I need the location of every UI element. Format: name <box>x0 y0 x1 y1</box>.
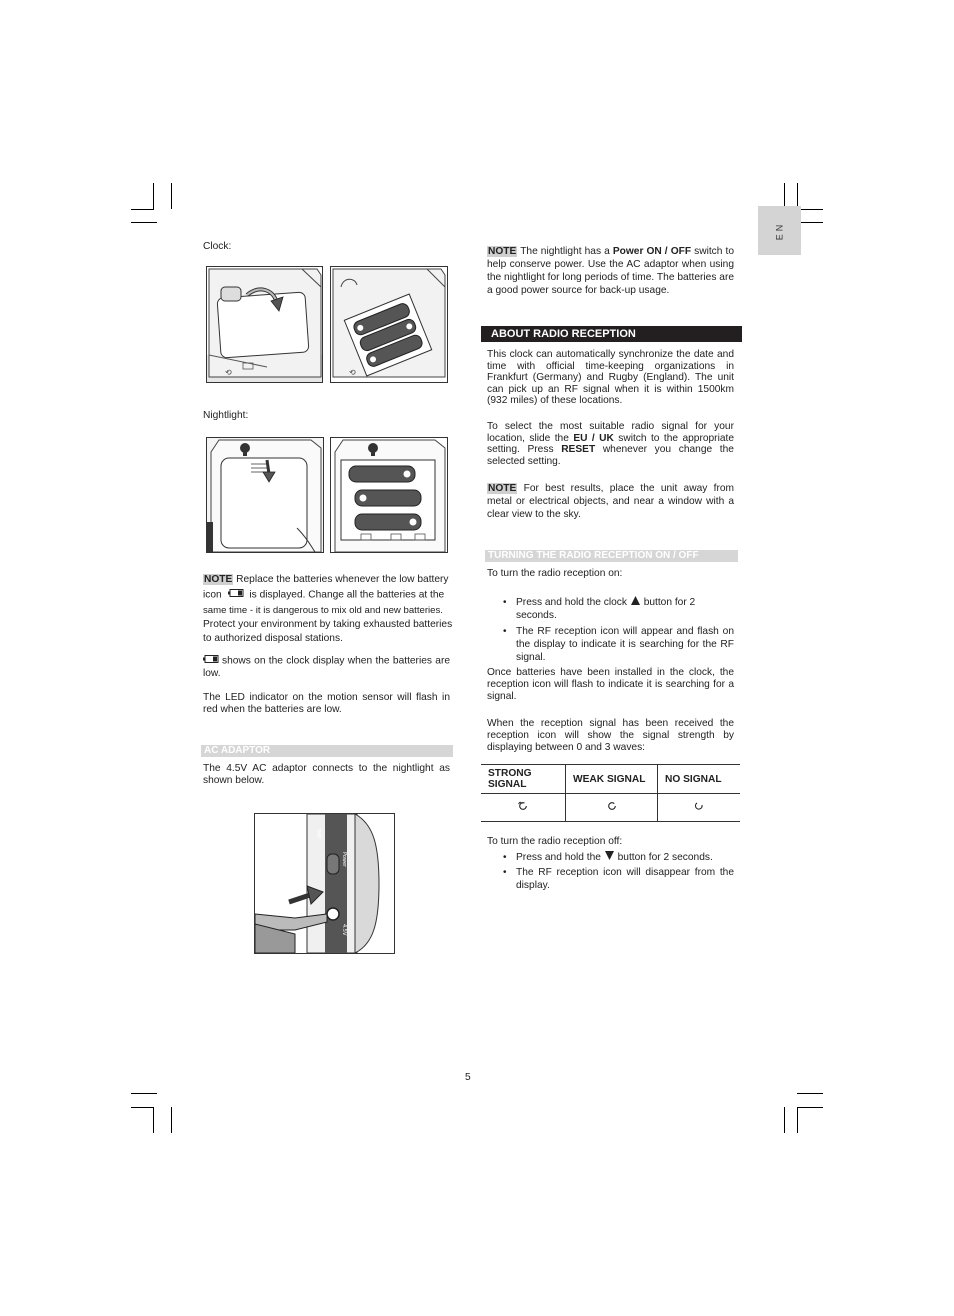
about-radio-paragraph-1: This clock can automatically synchronize the date and time with official time-keeping organizations in Frankfurt (Germany) and Rugby (England). The unit can pick up an RF signal when it is within 1500km (932 miles) of these locations. <box>487 349 734 406</box>
crop-mark <box>797 1107 798 1133</box>
weak-signal-icon <box>607 801 617 811</box>
svg-text:4.5V: 4.5V <box>341 924 347 936</box>
clock-battery-cover-figure <box>206 266 323 383</box>
list-item: • The RF reception icon will disappear from the display. <box>487 866 734 892</box>
svg-text:⟲: ⟲ <box>225 368 232 377</box>
ac-adaptor-heading: AC ADAPTOR <box>201 745 453 757</box>
low-battery-icon <box>203 655 219 667</box>
crop-mark <box>131 1107 154 1108</box>
strong-signal-icon <box>518 801 528 811</box>
best-results-note: NOTE For best results, place the unit away from metal or electrical objects, and near a window with a clear view to the sky. <box>487 483 734 520</box>
crop-mark <box>131 222 157 223</box>
note-tag: NOTE <box>204 574 233 585</box>
crop-mark <box>797 1093 823 1094</box>
list-item: • Press and hold the button for 2 seconds. <box>487 851 734 864</box>
down-arrow-icon <box>605 851 614 864</box>
table-header-none: NO SIGNAL <box>658 765 741 794</box>
crop-mark <box>171 1107 172 1133</box>
nightlight-battery-cover-figure <box>206 437 324 553</box>
nightlight-label: Nightlight: <box>203 410 249 421</box>
table-header-strong: STRONG SIGNAL <box>481 765 566 794</box>
up-arrow-icon <box>631 596 640 609</box>
crop-mark <box>153 183 154 209</box>
turn-off-intro: To turn the radio reception off: <box>487 836 623 847</box>
ac-adaptor-text: The 4.5V AC adaptor connects to the nightlight as shown below. <box>203 763 450 786</box>
ac-adaptor-figure <box>254 813 395 954</box>
led-text: The LED indicator on the motion sensor will flash in red when the batteries are low. <box>203 692 450 715</box>
low-battery-icon <box>228 588 244 602</box>
list-item: • Press and hold the clock button for 2 seconds. <box>487 596 734 622</box>
battery-note: NOTE Replace the batteries whenever the low battery icon is displayed. Change all the batteries at the same time - it is dangerous to mix old and new batteries. Protect your environment by taking exhausted batteries to authorized disposal stations. <box>203 574 453 644</box>
list-item: • The RF reception icon will appear and flash on the display to indicate it is searching for the RF signal. <box>487 625 734 664</box>
nightlight-power-note: NOTE The nightlight has a Power ON / OFF switch to help conserve power. Use the AC adaptor when using the nightlight for long periods of time. The batteries are a good power source for back-up usage. <box>487 246 734 296</box>
about-radio-paragraph-2: To select the most suitable radio signal for your location, slide the EU / UK switch to the appropriate setting. Press RESET whenever you change the selected setting. <box>487 421 734 467</box>
svg-text:TMP: TMP <box>315 828 321 839</box>
language-tab-label: EN <box>774 221 785 240</box>
low-battery-text: shows on the clock display when the batteries are low. <box>203 655 450 679</box>
note-tag: NOTE <box>488 483 517 494</box>
svg-text:⟲: ⟲ <box>349 368 356 377</box>
turn-on-steps <box>487 596 734 664</box>
no-signal-icon <box>694 801 704 811</box>
turn-on-intro: To turn the radio reception on: <box>487 568 623 579</box>
crop-mark <box>171 183 172 209</box>
signal-strength-table <box>481 764 740 822</box>
page-number: 5 <box>465 1072 471 1083</box>
nightlight-batteries-figure <box>330 437 448 553</box>
crop-mark <box>797 1107 823 1108</box>
about-radio-reception-heading: ABOUT RADIO RECEPTION <box>481 326 742 342</box>
crop-mark <box>153 1107 154 1133</box>
no-signal-cell <box>658 794 741 822</box>
table-header-weak: WEAK SIGNAL <box>566 765 658 794</box>
once-batteries-text: Once batteries have been installed in the clock, the reception icon will flash to indicate it is searching for a signal. <box>487 667 734 702</box>
turn-off-steps <box>487 851 734 892</box>
weak-signal-cell <box>566 794 658 822</box>
note-tag: NOTE <box>488 246 517 257</box>
clock-batteries-figure <box>330 266 448 383</box>
crop-mark <box>131 1093 157 1094</box>
crop-mark <box>131 209 154 210</box>
clock-label: Clock: <box>203 241 232 252</box>
crop-mark <box>784 1107 785 1133</box>
turning-radio-reception-heading: TURNING THE RADIO RECEPTION ON / OFF <box>485 550 738 562</box>
reception-signal-text: When the reception signal has been received the reception icon will show the signal strength by displaying between 0 and 3 waves: <box>487 718 734 753</box>
strong-signal-cell <box>481 794 566 822</box>
svg-text:Power: Power <box>341 852 347 868</box>
